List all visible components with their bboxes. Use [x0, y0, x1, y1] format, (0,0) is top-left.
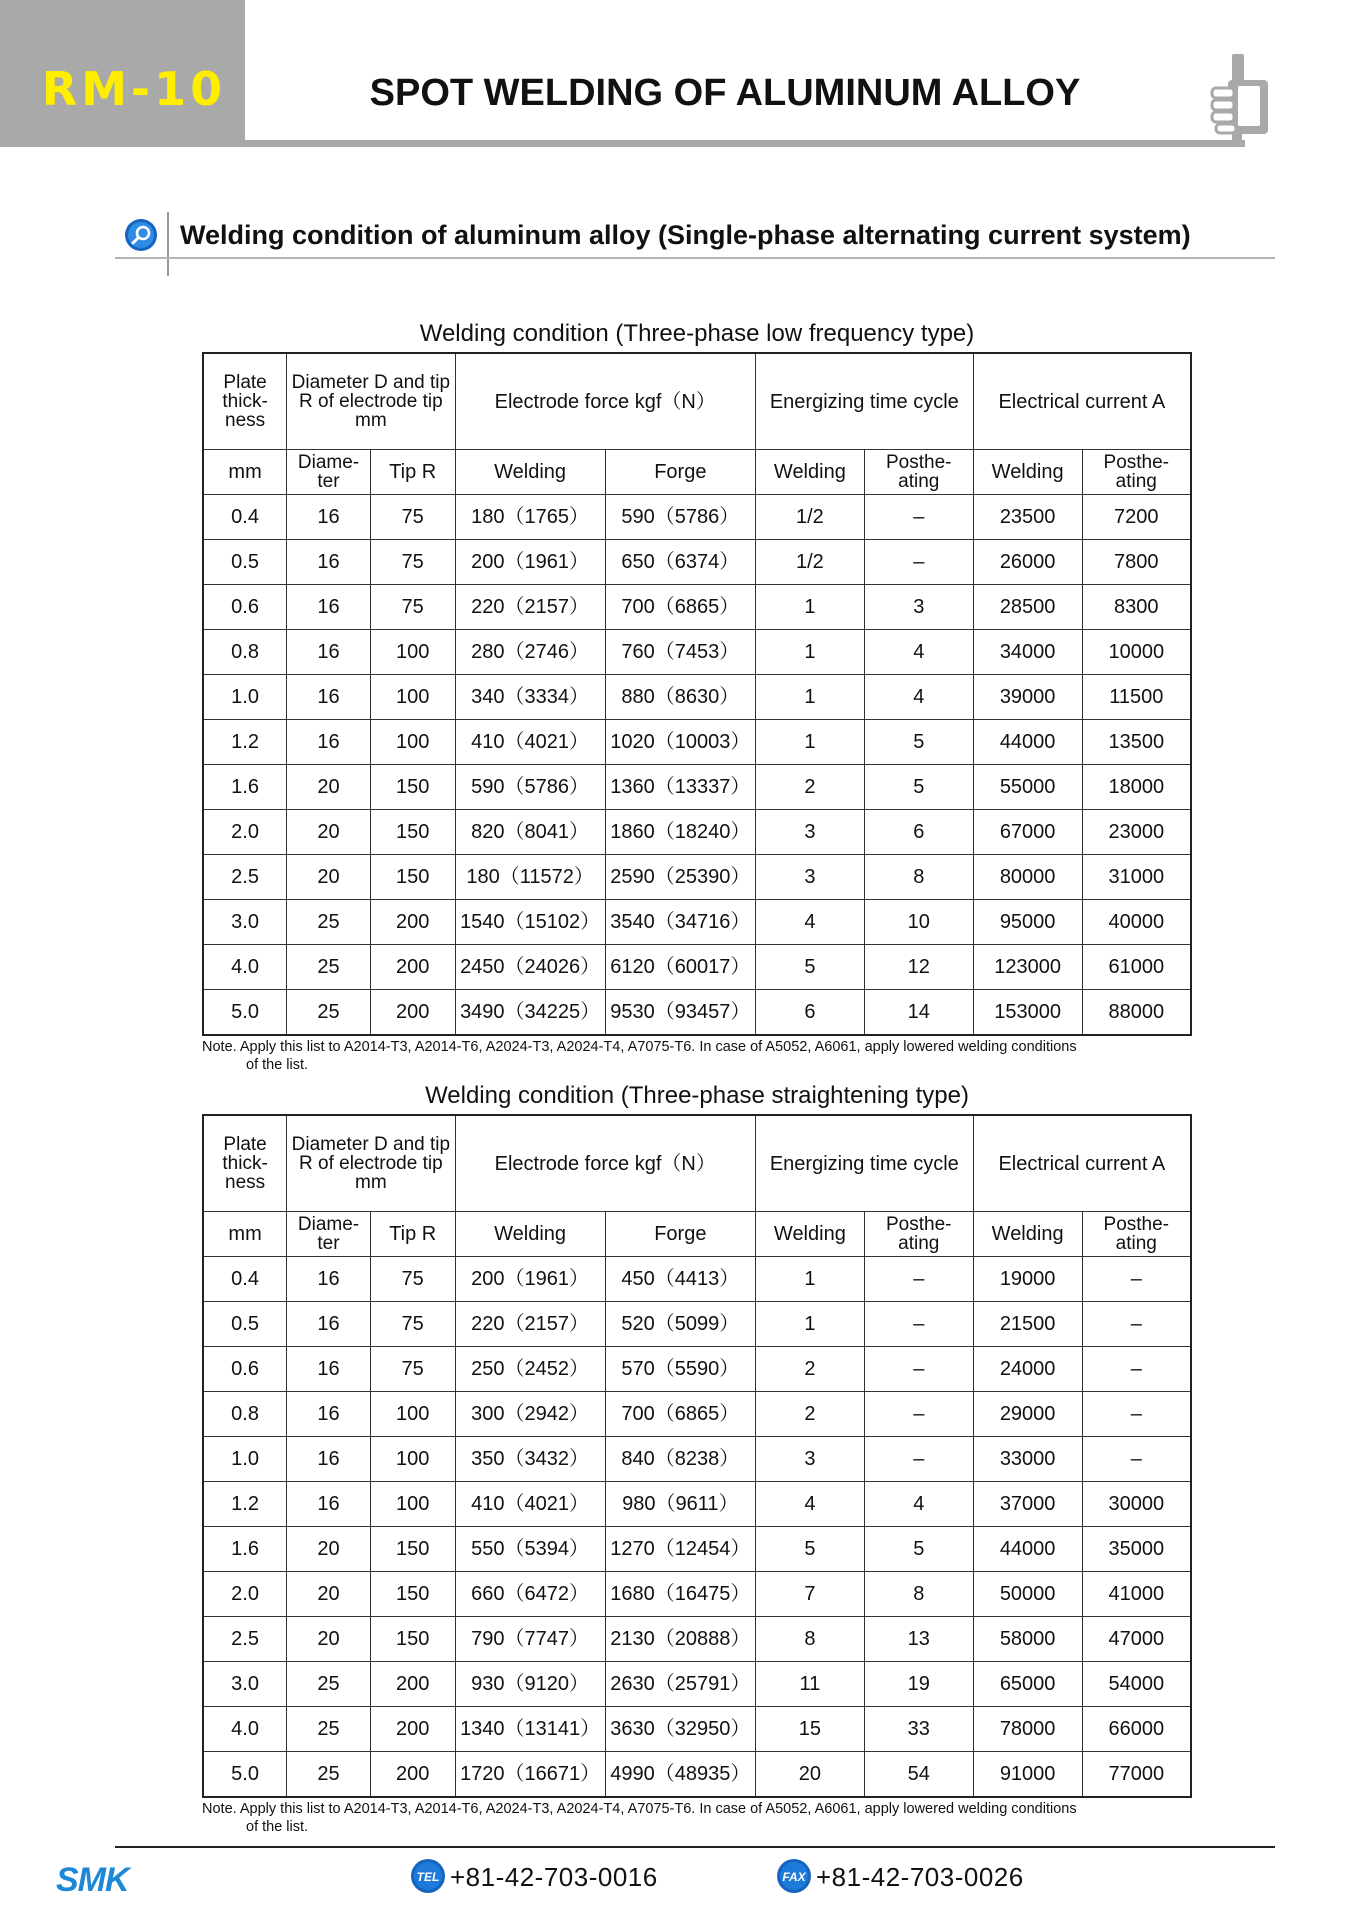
- header-tip-r: Tip R: [370, 450, 455, 495]
- cell-diameter: 16: [287, 495, 371, 540]
- cell-time-postheating: 54: [864, 1752, 973, 1798]
- cell-current-postheating: 30000: [1082, 1482, 1191, 1527]
- cell-plate-thickness: 0.8: [203, 1392, 287, 1437]
- cell-current-postheating: 77000: [1082, 1752, 1191, 1798]
- cell-current-welding: 28500: [973, 585, 1082, 630]
- table-row: [203, 1257, 1191, 1302]
- cell-tip-r: 75: [370, 1257, 455, 1302]
- cell-diameter: 16: [287, 720, 371, 765]
- cell-current-welding: 39000: [973, 675, 1082, 720]
- cell-current-welding: 50000: [973, 1572, 1082, 1617]
- cell-force-welding: 220（2157）: [455, 585, 605, 630]
- header-force-welding: Welding: [455, 1212, 605, 1257]
- table-row: [203, 1752, 1191, 1798]
- cell-force-forge: 1020（10003）: [605, 720, 755, 765]
- table-row: [203, 585, 1191, 630]
- cell-current-welding: 44000: [973, 720, 1082, 765]
- cell-time-welding: 3: [755, 810, 864, 855]
- cell-time-postheating: 13: [864, 1617, 973, 1662]
- table-row: [203, 900, 1191, 945]
- cell-plate-thickness: 1.0: [203, 675, 287, 720]
- cell-time-postheating: 4: [864, 675, 973, 720]
- cell-force-welding: 180（1765）: [455, 495, 605, 540]
- note-line: of the list.: [246, 1819, 309, 1835]
- cell-time-welding: 3: [755, 1437, 864, 1482]
- header-force-welding: Welding: [455, 450, 605, 495]
- cell-force-welding: 250（2452）: [455, 1347, 605, 1392]
- cell-current-welding: 37000: [973, 1482, 1082, 1527]
- header-rule: [245, 140, 1245, 147]
- cell-tip-r: 150: [370, 765, 455, 810]
- page-code: RM-10: [41, 62, 227, 116]
- cell-current-postheating: 7800: [1082, 540, 1191, 585]
- cell-tip-r: 150: [370, 1617, 455, 1662]
- cell-force-welding: 820（8041）: [455, 810, 605, 855]
- cell-plate-thickness: 5.0: [203, 990, 287, 1036]
- table-row: [203, 1617, 1191, 1662]
- cell-diameter: 20: [287, 1617, 371, 1662]
- table-row: [203, 945, 1191, 990]
- section-divider: [167, 212, 169, 276]
- header-current-welding: Welding: [973, 1212, 1082, 1257]
- cell-force-welding: 200（1961）: [455, 1257, 605, 1302]
- cell-time-postheating: –: [864, 495, 973, 540]
- cell-time-welding: 1: [755, 630, 864, 675]
- cell-current-postheating: 47000: [1082, 1617, 1191, 1662]
- cell-current-welding: 26000: [973, 540, 1082, 585]
- cell-current-postheating: 54000: [1082, 1662, 1191, 1707]
- cell-current-postheating: 11500: [1082, 675, 1191, 720]
- cell-diameter: 25: [287, 900, 371, 945]
- cell-time-welding: 1/2: [755, 540, 864, 585]
- cell-plate-thickness: 5.0: [203, 1752, 287, 1798]
- cell-time-welding: 2: [755, 1392, 864, 1437]
- header-current-postheating: Posthe- ating: [1082, 1212, 1191, 1257]
- company-logo: [56, 1862, 162, 1896]
- header-energizing-time: Energizing time cycle: [755, 1115, 973, 1212]
- cell-current-welding: 58000: [973, 1617, 1082, 1662]
- cell-tip-r: 150: [370, 1572, 455, 1617]
- cell-time-postheating: –: [864, 1257, 973, 1302]
- cell-diameter: 20: [287, 1572, 371, 1617]
- logo-text: SMK: [56, 1862, 129, 1896]
- table-row: [203, 1707, 1191, 1752]
- cell-current-welding: 33000: [973, 1437, 1082, 1482]
- cell-force-welding: 2450（24026）: [455, 945, 605, 990]
- page-title: SPOT WELDING OF ALUMINUM ALLOY: [369, 72, 1081, 114]
- table-row: [203, 765, 1191, 810]
- cell-current-postheating: 35000: [1082, 1527, 1191, 1572]
- cell-diameter: 25: [287, 990, 371, 1036]
- header-time-postheating: Posthe- ating: [864, 1212, 973, 1257]
- header-mm: mm: [203, 1212, 287, 1257]
- cell-time-welding: 8: [755, 1617, 864, 1662]
- cell-diameter: 16: [287, 540, 371, 585]
- cell-force-welding: 790（7747）: [455, 1617, 605, 1662]
- section-title: Welding condition of aluminum alloy (Single-phase alternating current system): [180, 220, 1191, 250]
- cell-current-welding: 55000: [973, 765, 1082, 810]
- cell-force-welding: 1340（13141）: [455, 1707, 605, 1752]
- magnifier-icon: [124, 218, 158, 252]
- header-force-forge: Forge: [605, 450, 755, 495]
- cell-force-forge: 570（5590）: [605, 1347, 755, 1392]
- cell-tip-r: 100: [370, 1482, 455, 1527]
- table-body: [203, 1257, 1191, 1798]
- cell-time-welding: 20: [755, 1752, 864, 1798]
- cell-plate-thickness: 0.5: [203, 540, 287, 585]
- cell-diameter: 25: [287, 1752, 371, 1798]
- note-line: Note. Apply this list to A2014-T3, A2014-T6, A2024-T3, A2024-T4, A7075-T6. In case of A5052, A6061, apply lowered welding conditions: [202, 1801, 1077, 1817]
- cell-force-welding: 1540（15102）: [455, 900, 605, 945]
- cell-force-forge: 1270（12454）: [605, 1527, 755, 1572]
- cell-tip-r: 75: [370, 585, 455, 630]
- header-mm: mm: [203, 450, 287, 495]
- welding-table-low-frequency: [202, 352, 1192, 1036]
- cell-current-welding: 19000: [973, 1257, 1082, 1302]
- cell-tip-r: 75: [370, 1347, 455, 1392]
- cell-time-welding: 1: [755, 675, 864, 720]
- cell-time-welding: 1: [755, 1302, 864, 1347]
- cell-time-postheating: 8: [864, 855, 973, 900]
- cell-current-welding: 44000: [973, 1527, 1082, 1572]
- fax-icon: [776, 1858, 812, 1894]
- cell-force-forge: 590（5786）: [605, 495, 755, 540]
- cell-current-postheating: 8300: [1082, 585, 1191, 630]
- cell-tip-r: 200: [370, 1662, 455, 1707]
- cell-plate-thickness: 4.0: [203, 945, 287, 990]
- cell-current-welding: 78000: [973, 1707, 1082, 1752]
- cell-tip-r: 100: [370, 675, 455, 720]
- cell-tip-r: 75: [370, 495, 455, 540]
- cell-time-welding: 11: [755, 1662, 864, 1707]
- cell-time-welding: 3: [755, 855, 864, 900]
- cell-force-welding: 350（3432）: [455, 1437, 605, 1482]
- table-row: [203, 675, 1191, 720]
- header-electrode-force: Electrode force kgf（N）: [455, 1115, 755, 1212]
- cell-plate-thickness: 2.5: [203, 1617, 287, 1662]
- cell-current-postheating: –: [1082, 1257, 1191, 1302]
- cell-force-welding: 930（9120）: [455, 1662, 605, 1707]
- cell-plate-thickness: 1.2: [203, 720, 287, 765]
- table-row: [203, 1392, 1191, 1437]
- table-row: [203, 1347, 1191, 1392]
- cell-force-forge: 6120（60017）: [605, 945, 755, 990]
- table-row: [203, 810, 1191, 855]
- cell-diameter: 16: [287, 1392, 371, 1437]
- table-body: [203, 495, 1191, 1036]
- cell-tip-r: 100: [370, 630, 455, 675]
- header-current-welding: Welding: [973, 450, 1082, 495]
- cell-plate-thickness: 3.0: [203, 900, 287, 945]
- cell-current-welding: 123000: [973, 945, 1082, 990]
- cell-current-postheating: 61000: [1082, 945, 1191, 990]
- cell-force-welding: 1720（16671）: [455, 1752, 605, 1798]
- cell-tip-r: 150: [370, 1527, 455, 1572]
- cell-force-forge: 4990（48935）: [605, 1752, 755, 1798]
- cell-tip-r: 75: [370, 540, 455, 585]
- header-current-postheating: Posthe- ating: [1082, 450, 1191, 495]
- cell-tip-r: 150: [370, 810, 455, 855]
- cell-current-welding: 67000: [973, 810, 1082, 855]
- cell-time-postheating: 19: [864, 1662, 973, 1707]
- cell-force-forge: 650（6374）: [605, 540, 755, 585]
- cell-tip-r: 200: [370, 1707, 455, 1752]
- cell-tip-r: 200: [370, 1752, 455, 1798]
- cell-force-forge: 520（5099）: [605, 1302, 755, 1347]
- cell-force-welding: 660（6472）: [455, 1572, 605, 1617]
- cell-force-forge: 3540（34716）: [605, 900, 755, 945]
- note-line: Note. Apply this list to A2014-T3, A2014-T6, A2024-T3, A2024-T4, A7075-T6. In case of A5052, A6061, apply lowered welding conditions: [202, 1039, 1077, 1055]
- cell-diameter: 25: [287, 1707, 371, 1752]
- cell-current-postheating: 88000: [1082, 990, 1191, 1036]
- cell-current-welding: 24000: [973, 1347, 1082, 1392]
- header-electrode-force: Electrode force kgf（N）: [455, 353, 755, 450]
- cell-diameter: 16: [287, 1302, 371, 1347]
- cell-diameter: 16: [287, 1347, 371, 1392]
- header-time-welding: Welding: [755, 1212, 864, 1257]
- cell-current-postheating: 41000: [1082, 1572, 1191, 1617]
- footer-rule: [115, 1846, 1275, 1848]
- cell-current-welding: 80000: [973, 855, 1082, 900]
- cell-force-forge: 2130（20888）: [605, 1617, 755, 1662]
- cell-force-forge: 1360（13337）: [605, 765, 755, 810]
- header-electrical-current: Electrical current A: [973, 1115, 1191, 1212]
- cell-time-welding: 5: [755, 945, 864, 990]
- cell-time-postheating: 5: [864, 1527, 973, 1572]
- cell-current-welding: 23500: [973, 495, 1082, 540]
- cell-current-postheating: 66000: [1082, 1707, 1191, 1752]
- cell-plate-thickness: 4.0: [203, 1707, 287, 1752]
- cell-current-welding: 29000: [973, 1392, 1082, 1437]
- tel-label: TEL: [416, 1870, 440, 1884]
- cell-force-welding: 300（2942）: [455, 1392, 605, 1437]
- cell-time-postheating: 10: [864, 900, 973, 945]
- tel-icon: [410, 1858, 446, 1894]
- note-line: of the list.: [246, 1057, 309, 1073]
- cell-plate-thickness: 3.0: [203, 1662, 287, 1707]
- header-diameter: Diame- ter: [287, 450, 371, 495]
- table-row: [203, 855, 1191, 900]
- section-underline: [115, 257, 1275, 259]
- cell-current-postheating: 18000: [1082, 765, 1191, 810]
- table-row: [203, 1662, 1191, 1707]
- cell-time-welding: 7: [755, 1572, 864, 1617]
- table-caption: Welding condition (Three-phase low frequency type): [419, 320, 975, 347]
- header-plate-thickness: Plate thick- ness: [203, 353, 287, 450]
- table-note: [202, 1038, 1192, 1074]
- cell-current-welding: 91000: [973, 1752, 1082, 1798]
- table-note: [202, 1800, 1192, 1836]
- table-row: [203, 630, 1191, 675]
- cell-tip-r: 150: [370, 855, 455, 900]
- cell-time-postheating: 4: [864, 1482, 973, 1527]
- cell-force-welding: 180（11572）: [455, 855, 605, 900]
- table-row: [203, 495, 1191, 540]
- cell-current-welding: 153000: [973, 990, 1082, 1036]
- cell-force-forge: 760（7453）: [605, 630, 755, 675]
- cell-diameter: 16: [287, 1257, 371, 1302]
- cell-force-welding: 3490（34225）: [455, 990, 605, 1036]
- cell-current-postheating: 10000: [1082, 630, 1191, 675]
- cell-current-postheating: –: [1082, 1347, 1191, 1392]
- cell-plate-thickness: 0.6: [203, 1347, 287, 1392]
- header-tip-r: Tip R: [370, 1212, 455, 1257]
- cell-force-welding: 280（2746）: [455, 630, 605, 675]
- cell-time-postheating: 4: [864, 630, 973, 675]
- cell-force-forge: 9530（93457）: [605, 990, 755, 1036]
- table-row: [203, 1572, 1191, 1617]
- table-row: [203, 720, 1191, 765]
- cell-force-welding: 340（3334）: [455, 675, 605, 720]
- cell-time-postheating: –: [864, 1392, 973, 1437]
- cell-current-postheating: –: [1082, 1302, 1191, 1347]
- table-row: [203, 1527, 1191, 1572]
- cell-time-welding: 2: [755, 765, 864, 810]
- cell-time-postheating: 8: [864, 1572, 973, 1617]
- header-time-welding: Welding: [755, 450, 864, 495]
- cell-plate-thickness: 2.0: [203, 1572, 287, 1617]
- cell-force-welding: 410（4021）: [455, 1482, 605, 1527]
- header-diameter: Diame- ter: [287, 1212, 371, 1257]
- cell-time-postheating: 12: [864, 945, 973, 990]
- fax-label: FAX: [782, 1870, 806, 1884]
- cell-diameter: 20: [287, 1527, 371, 1572]
- welding-table-straightening: [202, 1114, 1192, 1798]
- cell-current-postheating: –: [1082, 1392, 1191, 1437]
- cell-current-welding: 34000: [973, 630, 1082, 675]
- cell-diameter: 16: [287, 1482, 371, 1527]
- header-energizing-time: Energizing time cycle: [755, 353, 973, 450]
- pointing-hand-icon: [1198, 50, 1278, 138]
- cell-current-postheating: 7200: [1082, 495, 1191, 540]
- cell-current-postheating: 13500: [1082, 720, 1191, 765]
- cell-time-welding: 15: [755, 1707, 864, 1752]
- cell-current-postheating: –: [1082, 1437, 1191, 1482]
- cell-time-welding: 4: [755, 1482, 864, 1527]
- table-caption: Welding condition (Three-phase straightening type): [425, 1082, 969, 1109]
- cell-force-welding: 410（4021）: [455, 720, 605, 765]
- cell-time-welding: 6: [755, 990, 864, 1036]
- cell-time-welding: 4: [755, 900, 864, 945]
- cell-tip-r: 100: [370, 1392, 455, 1437]
- cell-plate-thickness: 2.0: [203, 810, 287, 855]
- cell-time-welding: 1: [755, 1257, 864, 1302]
- cell-tip-r: 200: [370, 900, 455, 945]
- cell-force-forge: 1860（18240）: [605, 810, 755, 855]
- cell-force-welding: 550（5394）: [455, 1527, 605, 1572]
- cell-time-postheating: 3: [864, 585, 973, 630]
- cell-plate-thickness: 1.6: [203, 765, 287, 810]
- header-time-postheating: Posthe- ating: [864, 450, 973, 495]
- cell-plate-thickness: 1.0: [203, 1437, 287, 1482]
- tel-number[interactable]: +81-42-703-0016: [450, 1862, 658, 1892]
- cell-tip-r: 200: [370, 945, 455, 990]
- header-force-forge: Forge: [605, 1212, 755, 1257]
- cell-force-forge: 450（4413）: [605, 1257, 755, 1302]
- cell-force-welding: 200（1961）: [455, 540, 605, 585]
- cell-time-postheating: 5: [864, 765, 973, 810]
- header-plate-thickness: Plate thick- ness: [203, 1115, 287, 1212]
- table-row: [203, 1437, 1191, 1482]
- cell-plate-thickness: 0.8: [203, 630, 287, 675]
- cell-current-welding: 21500: [973, 1302, 1082, 1347]
- cell-time-postheating: 6: [864, 810, 973, 855]
- cell-force-forge: 1680（16475）: [605, 1572, 755, 1617]
- cell-diameter: 16: [287, 1437, 371, 1482]
- cell-plate-thickness: 2.5: [203, 855, 287, 900]
- fax-number[interactable]: +81-42-703-0026: [816, 1862, 1024, 1892]
- cell-time-postheating: –: [864, 1347, 973, 1392]
- cell-force-forge: 2630（25791）: [605, 1662, 755, 1707]
- cell-plate-thickness: 0.4: [203, 495, 287, 540]
- cell-force-forge: 700（6865）: [605, 1392, 755, 1437]
- table-row: [203, 540, 1191, 585]
- cell-tip-r: 75: [370, 1302, 455, 1347]
- header-electrical-current: Electrical current A: [973, 353, 1191, 450]
- cell-time-postheating: 14: [864, 990, 973, 1036]
- cell-current-postheating: 40000: [1082, 900, 1191, 945]
- cell-time-welding: 1: [755, 585, 864, 630]
- cell-force-welding: 590（5786）: [455, 765, 605, 810]
- cell-plate-thickness: 0.4: [203, 1257, 287, 1302]
- cell-force-forge: 700（6865）: [605, 585, 755, 630]
- cell-time-welding: 1: [755, 720, 864, 765]
- cell-diameter: 20: [287, 855, 371, 900]
- cell-force-forge: 3630（32950）: [605, 1707, 755, 1752]
- cell-force-forge: 880（8630）: [605, 675, 755, 720]
- cell-tip-r: 100: [370, 720, 455, 765]
- cell-plate-thickness: 0.6: [203, 585, 287, 630]
- cell-force-forge: 2590（25390）: [605, 855, 755, 900]
- cell-force-forge: 840（8238）: [605, 1437, 755, 1482]
- cell-current-postheating: 31000: [1082, 855, 1191, 900]
- header-diameter-group: Diameter D and tip R of electrode tip mm: [287, 1115, 455, 1212]
- cell-plate-thickness: 1.6: [203, 1527, 287, 1572]
- cell-current-postheating: 23000: [1082, 810, 1191, 855]
- cell-tip-r: 200: [370, 990, 455, 1036]
- table-row: [203, 1302, 1191, 1347]
- cell-diameter: 25: [287, 945, 371, 990]
- cell-tip-r: 100: [370, 1437, 455, 1482]
- table-row: [203, 990, 1191, 1036]
- cell-time-postheating: –: [864, 540, 973, 585]
- cell-diameter: 20: [287, 765, 371, 810]
- cell-time-postheating: 33: [864, 1707, 973, 1752]
- cell-plate-thickness: 0.5: [203, 1302, 287, 1347]
- cell-diameter: 20: [287, 810, 371, 855]
- header-diameter-group: Diameter D and tip R of electrode tip mm: [287, 353, 455, 450]
- cell-current-welding: 95000: [973, 900, 1082, 945]
- cell-time-welding: 1/2: [755, 495, 864, 540]
- cell-time-postheating: –: [864, 1302, 973, 1347]
- cell-plate-thickness: 1.2: [203, 1482, 287, 1527]
- cell-force-welding: 220（2157）: [455, 1302, 605, 1347]
- table-row: [203, 1482, 1191, 1527]
- cell-time-postheating: 5: [864, 720, 973, 765]
- cell-diameter: 16: [287, 585, 371, 630]
- cell-current-welding: 65000: [973, 1662, 1082, 1707]
- cell-force-forge: 980（9611）: [605, 1482, 755, 1527]
- cell-time-postheating: –: [864, 1437, 973, 1482]
- cell-diameter: 16: [287, 630, 371, 675]
- cell-diameter: 25: [287, 1662, 371, 1707]
- cell-time-welding: 5: [755, 1527, 864, 1572]
- cell-diameter: 16: [287, 675, 371, 720]
- cell-time-welding: 2: [755, 1347, 864, 1392]
